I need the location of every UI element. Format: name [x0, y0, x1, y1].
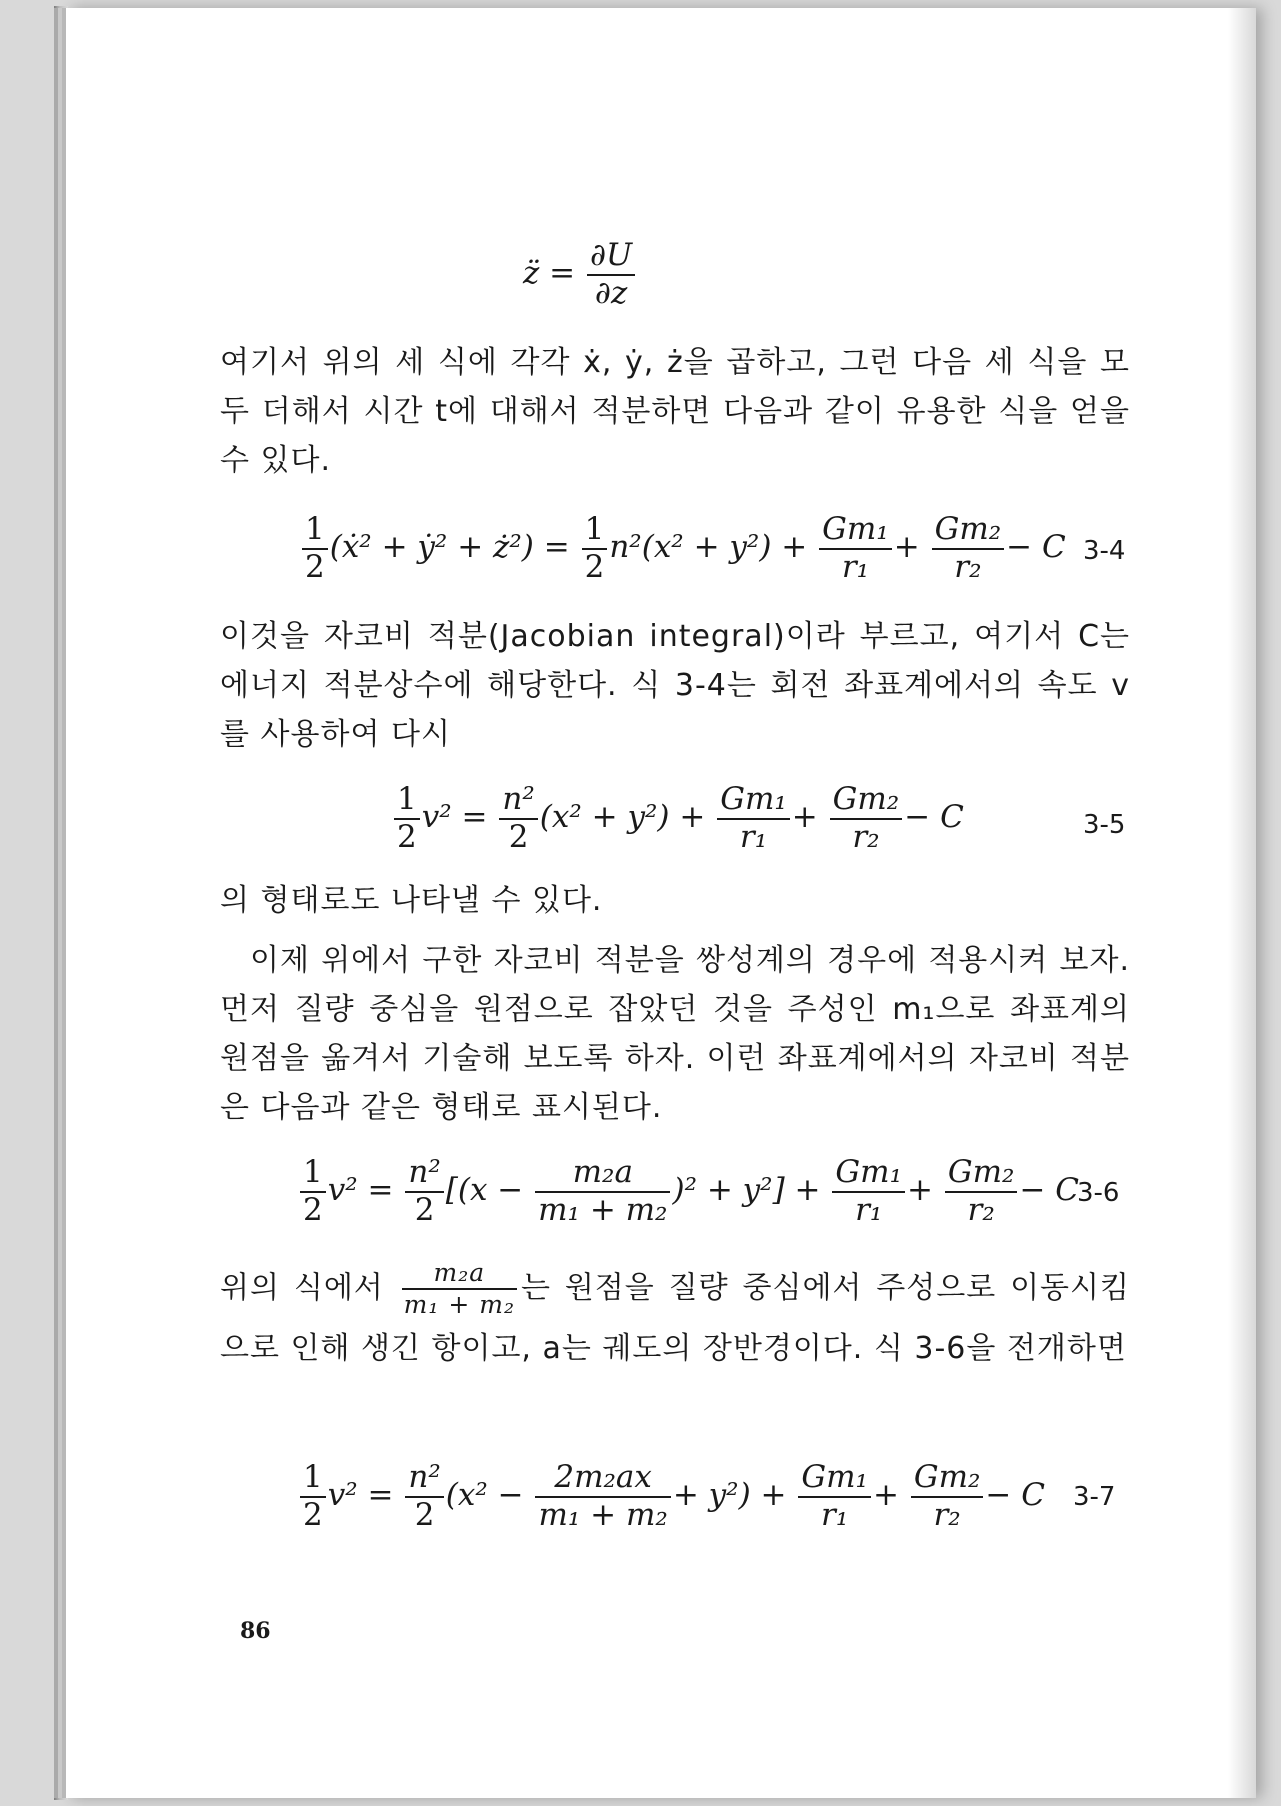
- page-edge-shadow: [1228, 8, 1256, 1798]
- equation-3-4: [300, 512, 1066, 585]
- eq37-m-den: m₁ + m₂: [538, 1496, 668, 1533]
- eq36-tail: − C: [1019, 1172, 1079, 1209]
- equation-number-3-5: 3-5: [1083, 810, 1126, 840]
- eq-denominator: ∂z: [594, 274, 628, 311]
- eq-fraction: [587, 238, 635, 311]
- equation-3-7: [298, 1460, 1045, 1533]
- eq35-n-num: n²: [499, 782, 537, 820]
- eq37-close: + y²) +: [672, 1477, 787, 1514]
- eq36-frac2: [945, 1155, 1018, 1228]
- eq37-tail: − C: [985, 1477, 1045, 1514]
- eq37-half-den: 2: [303, 1496, 323, 1533]
- inline-fraction: [402, 1258, 517, 1320]
- eq35-v: v² =: [421, 799, 488, 836]
- eq-numerator: ∂U: [587, 238, 635, 276]
- eq34-plus: +: [893, 529, 920, 566]
- eq36-n-den: 2: [414, 1191, 435, 1228]
- paragraph-3: 의 형태로도 나타낼 수 있다.: [220, 883, 603, 918]
- eq35-tail: − C: [904, 799, 964, 836]
- eq34-tail: − C: [1006, 529, 1066, 566]
- eq37-v: v² =: [327, 1477, 394, 1514]
- eq34-f2-den: r₂: [954, 548, 982, 585]
- eq35-f2-den: r₂: [852, 818, 880, 855]
- paragraph-4: 이제 위에서 구한 자코비 적분을 쌍성계의 경우에 적용시켜 보자. 먼저 질량 중심을 원점으로 잡았던 것을 주성인 m₁으로 좌표계의 원점을 옮겨서 기술해 보도록 하자. 이런 좌표계에서의 자코비 적분은 다음과 같은 형태로 표시된다.: [220, 943, 1130, 1125]
- eq36-f1-num: Gm₁: [832, 1155, 905, 1193]
- eq34-half-num: 1: [302, 512, 328, 550]
- equation-number-3-7: 3-7: [1073, 1482, 1116, 1512]
- eq37-half: [300, 1460, 326, 1533]
- eq35-half-den: 2: [397, 818, 417, 855]
- eq35-f1-den: r₁: [739, 818, 768, 855]
- eq34-half-den: 2: [305, 548, 325, 585]
- paragraph-5-rest: 는 원점을 질량 중심에서 주성으로 이동시킴으로 인해 생긴 항이고, a는 궤도의 장반경이다. 식 3-6을 전개하면: [220, 1270, 1130, 1366]
- paragraph-2: 이것을 자코비 적분(Jacobian integral)이라 부르고, 여기서 C는 에너지 적분상수에 해당한다. 식 3-4는 회전 좌표계에서의 속도 v를 사용하여 다시: [220, 619, 1130, 752]
- eq34-frac1: [819, 512, 892, 585]
- eq34-frac2: [932, 512, 1005, 585]
- eq35-plus: +: [791, 799, 818, 836]
- eq34-f2-num: Gm₂: [932, 512, 1005, 550]
- equation-number-3-6: 3-6: [1077, 1178, 1120, 1208]
- eq37-f2-den: r₂: [933, 1496, 961, 1533]
- eq36-f2-den: r₂: [967, 1191, 995, 1228]
- eq36-n-frac: [405, 1155, 443, 1228]
- inline-frac-num: m₂a: [402, 1258, 517, 1290]
- eq35-n-den: 2: [508, 818, 529, 855]
- eq36-m-num: m₂a: [535, 1155, 670, 1193]
- paragraph-5-lead: 위의 식에서: [220, 1270, 384, 1306]
- eq34-half2: [582, 512, 608, 585]
- eq37-m-num: 2m₂ax: [535, 1460, 670, 1498]
- eq34-part1: (ẋ² + ẏ² + ż²) =: [329, 529, 570, 566]
- equation-3-5: [392, 782, 964, 855]
- eq36-v: v² =: [327, 1172, 394, 1209]
- eq36-close: )² + y²] +: [672, 1172, 821, 1209]
- eq36-half: [300, 1155, 326, 1228]
- eq37-f2-num: Gm₂: [911, 1460, 984, 1498]
- eq36-open: [(x −: [445, 1172, 524, 1209]
- eq34-half2-den: 2: [584, 548, 605, 585]
- equation-3-6: [298, 1155, 1079, 1228]
- eq34-f1-num: Gm₁: [819, 512, 892, 550]
- eq37-frac1: [798, 1460, 871, 1533]
- equation-z-ddot: [523, 238, 637, 311]
- eq37-plus: +: [872, 1477, 899, 1514]
- eq35-frac2: [830, 782, 903, 855]
- eq36-plus: +: [907, 1172, 933, 1209]
- eq35-f1-num: Gm₁: [717, 782, 790, 820]
- eq35-f2-num: Gm₂: [830, 782, 903, 820]
- eq34-f1-den: r₁: [841, 548, 870, 585]
- eq36-frac1: [832, 1155, 905, 1228]
- eq35-half-num: 1: [394, 782, 420, 820]
- equation-number-3-4: 3-4: [1083, 536, 1126, 566]
- eq34-half2-num: 1: [582, 512, 608, 550]
- eq34-half: [302, 512, 328, 585]
- eq36-m-den: m₁ + m₂: [538, 1191, 668, 1228]
- eq35-part: (x² + y²) +: [539, 799, 706, 836]
- eq34-part2: n²(x² + y²) +: [609, 529, 808, 566]
- eq36-half-den: 2: [303, 1191, 323, 1228]
- eq37-n-den: 2: [414, 1496, 435, 1533]
- eq37-n-frac: [405, 1460, 443, 1533]
- eq37-f1-num: Gm₁: [798, 1460, 871, 1498]
- eq36-f2-num: Gm₂: [945, 1155, 1018, 1193]
- eq37-f1-den: r₁: [821, 1496, 849, 1533]
- page-number: 86: [240, 1618, 271, 1644]
- paragraph-1: 여기서 위의 세 식에 각각 ẋ, ẏ, ż을 곱하고, 그런 다음 세 식을 모두 더해서 시간 t에 대해서 적분하면 다음과 같이 유용한 식을 얻을 수 있다.: [220, 345, 1130, 478]
- eq37-n-num: n²: [405, 1460, 443, 1498]
- eq36-half-num: 1: [300, 1155, 326, 1193]
- paragraph-5: [220, 1258, 1130, 1378]
- eq37-open: (x² −: [445, 1477, 524, 1514]
- eq36-n-num: n²: [405, 1155, 443, 1193]
- eq36-f1-den: r₁: [855, 1191, 883, 1228]
- inline-frac-den: m₁ + m₂: [403, 1290, 515, 1319]
- eq36-m-frac: [535, 1155, 670, 1228]
- eq35-n-frac: [499, 782, 537, 855]
- eq37-frac2: [911, 1460, 984, 1533]
- eq37-m-frac: [535, 1460, 670, 1533]
- eq35-half: [394, 782, 420, 855]
- eq35-frac1: [717, 782, 790, 855]
- eq-lhs: z̈ =: [523, 255, 576, 292]
- eq37-half-num: 1: [300, 1460, 326, 1498]
